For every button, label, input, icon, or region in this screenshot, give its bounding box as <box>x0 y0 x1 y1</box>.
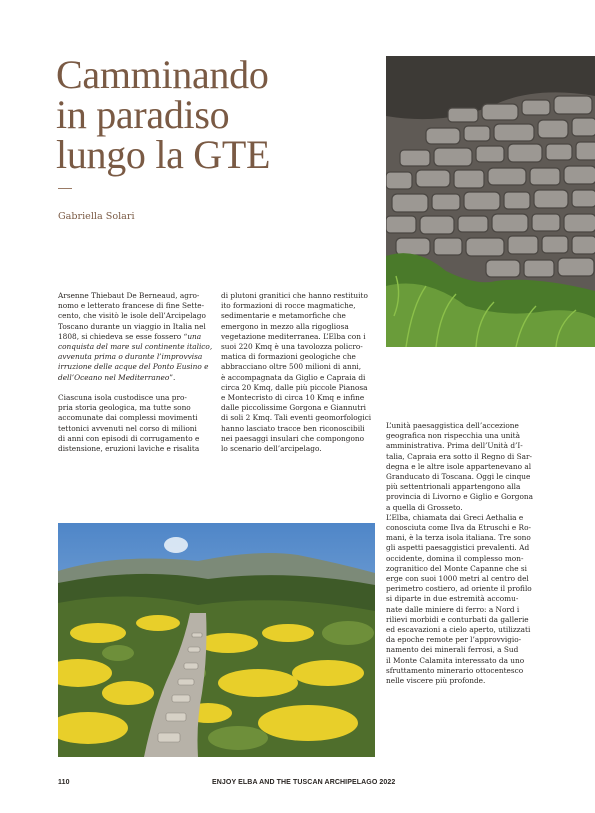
title-line: Camminando <box>56 52 269 97</box>
stone-wall-photo <box>386 56 595 347</box>
title-divider <box>58 188 72 189</box>
paragraph: Ciascuna isola custodisce una pro- pria storia geologica, ma tutte sono accomunate dai complessi movimenti tettonici avvenuti nel corso di milioni di anni con episodi di corrugamento e distensione, eruzioni laviche e risalita <box>58 393 200 454</box>
page-number: 110 <box>58 779 70 786</box>
text-column-1 <box>58 291 213 464</box>
quote: una conquista del mare sul continente italico, avvenuta prima o durante l’improvvisa irruzione delle acque del Ponto Eusino e dell’Oceano nel Mediterraneo <box>58 331 213 382</box>
trail-photo <box>58 523 375 757</box>
running-title: ENJOY ELBA AND THE TUSCAN ARCHIPELAGO 2022 <box>212 779 396 786</box>
paragraph: L’unità paesaggistica dell’accezione geografica non rispecchia una unità amministrativa. Prima dell’Unità d’I- talia, Capraia era sotto il Regno di Sar- degna e le altre isole appartenevano al Granducato di Toscana. Oggi le cinque più settentrionali appartengono alla provincia di Livorno e Giglio e Gorgona a quella di Grosseto. <box>386 421 533 512</box>
paragraph: L’Elba, chiamata dai Greci Aethalia e conosciuta come Ilva da Etruschi e Ro- mani, è la terza isola italiana. Tre sono gli aspetti paesaggistici prevalenti. Ad occidente, domina il complesso mon- zogranitico del Monte Capanne che si erge con suoi 1000 metri al centro del perimetro costiero, ad oriente il profilo si diparte in due estremità accomu- nate dalle miniere di ferro: a Nord i rilievi morbidi e conturbati da gallerie ed escavazioni a cielo aperto, utilizzati da epoche remote per l’approvvigio- namento dei minerali ferrosi, a Sud il Monte Calamita interessato da uno sfruttamento minerario ottocentesco nelle viscere più profonde. <box>386 512 532 686</box>
author-byline: Gabriella Solari <box>58 211 135 222</box>
title-line: lungo la GTE <box>56 132 271 177</box>
text-column-2 <box>221 291 376 464</box>
article-title <box>56 52 356 177</box>
title-line: in paradiso <box>56 92 230 137</box>
paragraph: Arsenne Thiebaut De Berneaud, agro- nomo e letterato francese di fine Sette- cento, che visitò le isole dell’Arcipelago Toscano durante un viaggio in Italia nel 1808, si chiedeva se esse fossero “una conquista del mare sul continente italico, avvenuta prima o durante l’improvvisa irruzione delle acque del Ponto Eusino e dell’Oceano nel Mediterraneo”. <box>58 291 213 382</box>
text-column-3 <box>386 421 541 686</box>
paragraph: di plutoni granitici che hanno restituito ito formazioni di rocce magmatiche, sedimentarie e metamorfiche che emergono in mezzo alla rigogliosa vegetazione mediterranea. L’Elba con i suoi 220 Kmq è una tavolozza policro- matica di formazioni geologiche che abbracciano oltre 500 milioni di anni, è accompagnata da Giglio e Capraia di circa 20 Kmq, dalle più piccole Pianosa e Montecristo di circa 10 Kmq e infine dalle piccolissime Gorgona e Giannutri di soli 2 Kmq. Tali eventi geomorfologici hanno lasciato tracce ben riconoscibili nei paesaggi insulari che compongono lo scenario dell’arcipelago. <box>221 291 372 454</box>
